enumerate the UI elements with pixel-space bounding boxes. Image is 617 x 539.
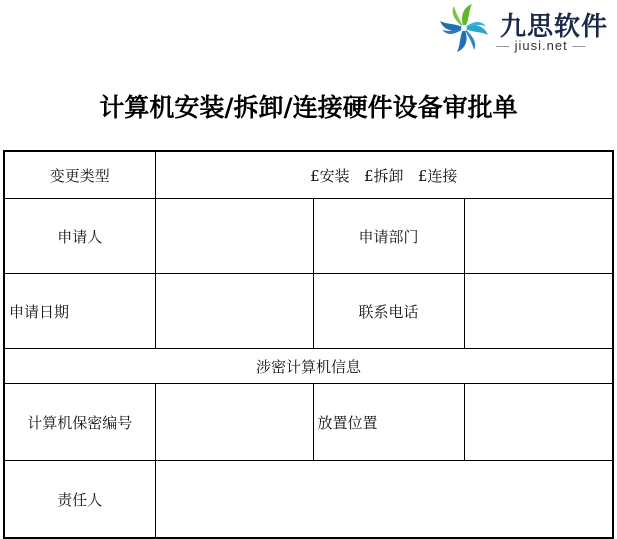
location-field[interactable]	[464, 384, 613, 461]
checkbox-install[interactable]	[310, 167, 350, 185]
owner-label: 责任人	[4, 461, 155, 539]
change-type-options	[155, 151, 613, 199]
table-row	[4, 461, 613, 539]
option-install-label: 安装	[319, 166, 350, 185]
approval-form-table	[3, 150, 614, 539]
location-label: 放置位置	[313, 384, 464, 461]
applicant-label: 申请人	[4, 199, 155, 274]
pinwheel-logo-icon	[436, 2, 496, 54]
checkbox-remove[interactable]	[364, 167, 404, 185]
table-row	[4, 151, 613, 199]
phone-label: 联系电话	[313, 274, 464, 349]
option-remove-label: 拆卸	[373, 166, 404, 185]
section-title: 涉密计算机信息	[4, 349, 613, 384]
owner-field[interactable]	[155, 461, 613, 539]
brand-logo	[436, 2, 616, 54]
brand-domain-line: — jiusi.net —	[496, 38, 587, 53]
applicant-field[interactable]	[155, 199, 313, 274]
secret-no-label: 计算机保密编号	[4, 384, 155, 461]
checkbox-box: £	[417, 166, 428, 185]
checkbox-connect[interactable]	[418, 167, 458, 185]
apply-date-field[interactable]	[155, 274, 313, 349]
table-row	[4, 274, 613, 349]
option-connect-label: 连接	[427, 166, 458, 185]
apply-date-label: 申请日期	[4, 274, 155, 349]
secret-no-field[interactable]	[155, 384, 313, 461]
phone-field[interactable]	[464, 274, 613, 349]
brand-name: 九思软件	[500, 12, 609, 42]
checkbox-box: £	[310, 166, 320, 185]
brand-domain: jiusi.net	[514, 38, 568, 53]
checkbox-box: £	[363, 166, 374, 185]
table-row	[4, 384, 613, 461]
change-type-label: 变更类型	[4, 151, 155, 199]
table-row	[4, 349, 613, 384]
department-label: 申请部门	[313, 199, 464, 274]
document-title: 计算机安装/拆卸/连接硬件设备审批单	[99, 93, 518, 122]
department-field[interactable]	[464, 199, 613, 274]
table-row	[4, 199, 613, 274]
